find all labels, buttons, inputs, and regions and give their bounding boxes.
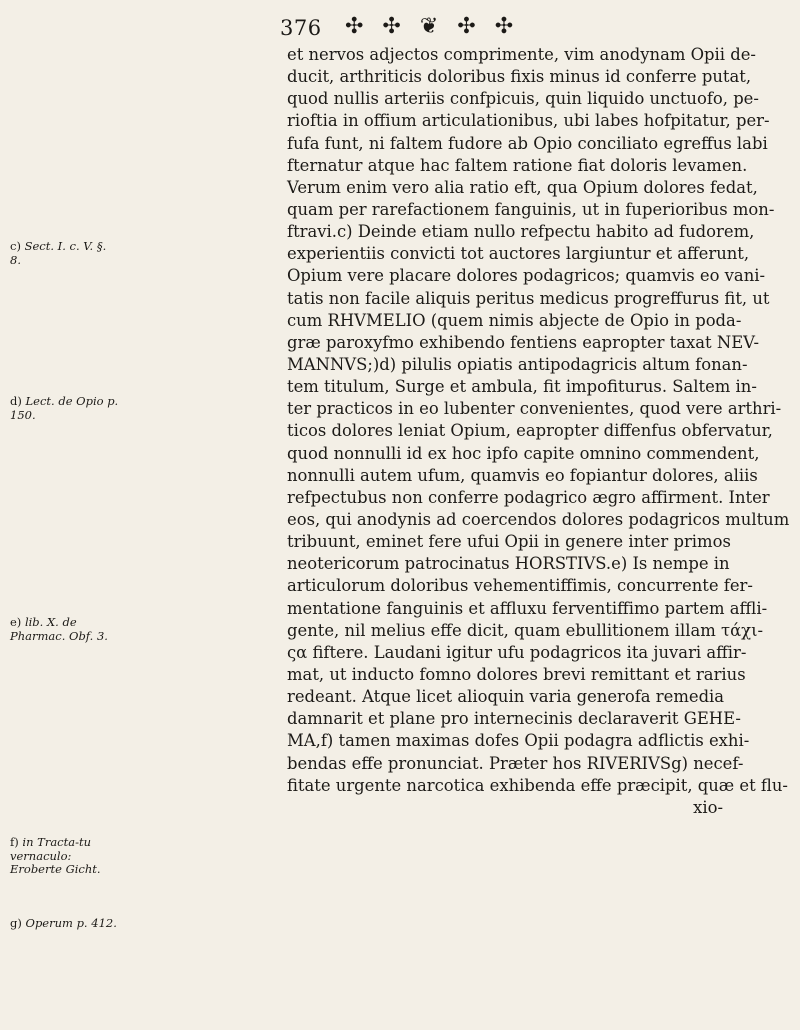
body-line: ducit, arthriticis doloribus fixis minus id conferre putat,: [287, 67, 752, 87]
body-line: quod nullis arteriis confpicuis, quin liquido unctuofo, pe-: [287, 89, 759, 109]
body-line: ticos dolores leniat Opium, eapropter diffenfus obfervatur,: [287, 421, 773, 441]
page-header: [0, 14, 800, 44]
body-line: fufa funt, ni faltem fudore ab Opio conciliato egreffus labi: [287, 133, 768, 153]
body-line: et nervos adjectos comprimente, vim anodynam Opii de-: [287, 45, 756, 64]
body-line: xio-: [693, 797, 723, 817]
page-number: 376: [280, 16, 322, 40]
margin-note-c: [10, 240, 120, 267]
body-line: MA,f) tamen maximas dofes Opii podagra adflictis exhi-: [287, 731, 750, 751]
body-line: Verum enim vero alia ratio eft, qua Opium dolores fedat,: [287, 177, 758, 197]
note-label: d): [10, 394, 22, 408]
body-line: tem titulum, Surge et ambula, fit impofiturus. Saltem in-: [287, 377, 757, 397]
body-text: [287, 44, 790, 819]
note-text: Lect. de Opio p. 150.: [10, 394, 119, 422]
note-text: Sect. I. c. V. §. 8.: [10, 239, 107, 267]
body-line: græ paroxyfmo exhibendo fentiens eapropter taxat NEV-: [287, 332, 760, 352]
body-line: rioftia in offium articulationibus, ubi labes hofpitatur, per-: [287, 111, 770, 131]
body-line: quod nonnulli id ex hoc ipfo capite omnino commendent,: [287, 443, 760, 463]
body-line: mat, ut inducto fomno dolores brevi remittant et rarius: [287, 664, 746, 684]
margin-note-f: [10, 836, 120, 877]
body-line: refpectubus non conferre podagrico ægro affirment. Inter: [287, 487, 770, 507]
body-line: MANNVS;)d) pilulis opiatis antipodagricis altum fonan-: [287, 354, 748, 374]
body-line: tatis non facile aliquis peritus medicus progreffurus fit, ut: [287, 288, 770, 308]
margin-note-d: [10, 395, 120, 422]
body-line: fternatur atque hac faltem ratione fiat doloris levamen.: [287, 155, 748, 175]
note-label: f): [10, 835, 19, 849]
body-line: neotericorum patrocinatus HORSTIVS.e) Is nempe in: [287, 554, 730, 574]
margin-note-g: [10, 917, 120, 931]
note-text: Operum p. 412.: [25, 916, 117, 930]
body-line: gente, nil melius effe dicit, quam ebullitionem illam τάχι-: [287, 620, 764, 640]
body-line: articulorum doloribus vehementiffimis, concurrente fer-: [287, 576, 753, 596]
body-line: damnarit et plane pro internecinis declaraverit GEHE-: [287, 709, 741, 729]
body-line: redeant. Atque licet alioquin varia generofa remedia: [287, 687, 725, 707]
body-line: Opium vere placare dolores podagricos; quamvis eo vani-: [287, 266, 766, 286]
body-line: quam per rarefactionem fanguinis, ut in fuperioribus mon-: [287, 199, 775, 219]
note-label: e): [10, 615, 22, 629]
header-ornament: ✣ ✣ ❦ ✣ ✣: [345, 14, 520, 39]
margin-note-e: [10, 616, 120, 643]
body-line: experientiis convicti tot auctores largiuntur et afferunt,: [287, 244, 750, 264]
body-line: fitate urgente narcotica exhibenda effe præcipit, quæ et flu-: [287, 775, 788, 795]
body-line: ftravi.c) Deinde etiam nullo refpectu habito ad fudorem,: [287, 222, 755, 242]
body-line: nonnulli autem ufum, quamvis eo fopiantur dolores, aliis: [287, 465, 758, 485]
note-text: in Tracta-tu vernaculo: Eroberte Gicht.: [10, 835, 101, 876]
body-line: eos, qui anodynis ad coercendos dolores podagricos multum: [287, 509, 790, 529]
note-label: g): [10, 916, 22, 930]
body-line: bendas effe pronunciat. Præter hos RIVERIVSg) necef-: [287, 753, 744, 773]
body-line: tribuunt, eminet fere ufui Opii in genere inter primos: [287, 532, 731, 552]
note-label: c): [10, 239, 21, 253]
body-line: ter practicos in eo lubenter convenientes, quod vere arthri-: [287, 399, 782, 419]
body-line: mentatione fanguinis et affluxu ferventiffimo partem affli-: [287, 598, 768, 618]
body-line: ςα fiftere. Laudani igitur ufu podagricos ita juvari affir-: [287, 642, 747, 662]
body-line: cum RHVMELIO (quem nimis abjecte de Opio in poda-: [287, 310, 742, 330]
note-text: lib. X. de Pharmac. Obf. 3.: [10, 615, 108, 643]
